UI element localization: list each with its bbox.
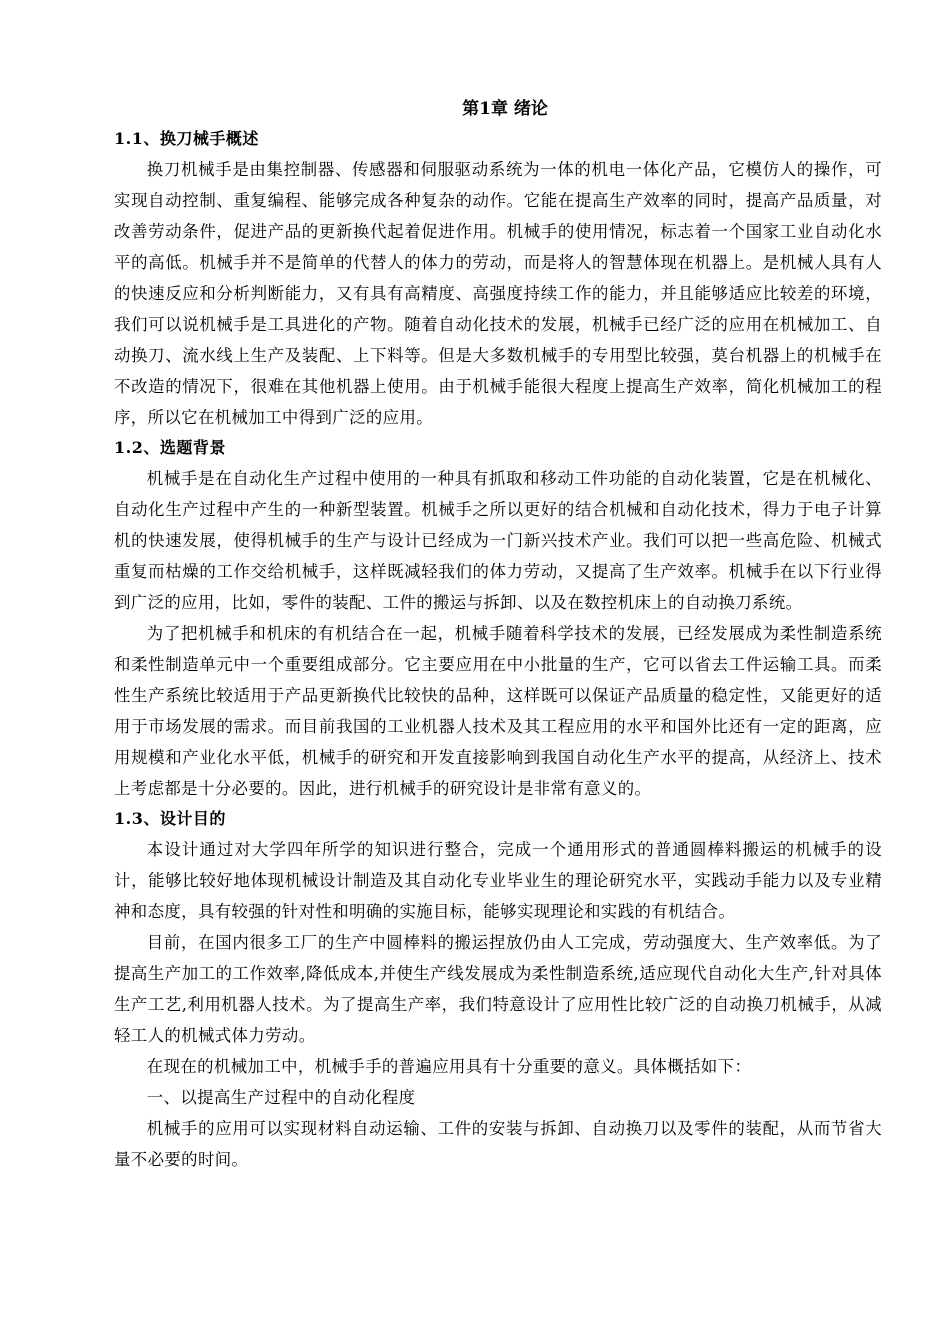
document-page [114, 94, 882, 1175]
paragraph: 目前，在国内很多工厂的生产中圆棒料的搬运捏放仍由人工完成，劳动强度大、生产效率低。为了提高生产加工的工作效率,降低成本,并使生产线发展成为柔性制造系统,适应现代自动化大生产,针对具体生产工艺,利用机器人技术。为了提高生产率，我们特意设计了应用性比较广泛的自动换刀机械手，从减轻工人的机械式体力劳动。 [114, 933, 882, 1045]
section-1-2 [114, 433, 882, 804]
list-item: 一、以提高生产过程中的自动化程度 [146, 1088, 416, 1107]
chapter-title: 第1章 绪论 [462, 99, 548, 119]
section-1-1 [114, 124, 882, 433]
paragraph: 为了把机械手和机床的有机结合在一起，机械手随着科学技术的发展，已经发展成为柔性制造系统和柔性制造单元中一个重要组成部分。它主要应用在中小批量的生产，它可以省去工件运输工具。而柔性生产系统比较适用于产品更新换代比较快的品种，这样既可以保证产品质量的稳定性，又能更好的适用于市场发展的需求。而目前我国的工业机器人技术及其工程应用的水平和国外比还有一定的距离，应用规模和产业化水平低，机械手的研究和开发直接影响到我国自动化生产水平的提高，从经济上、技术上考虑都是十分必要的。因此，进行机械手的研究设计是非常有意义的。 [114, 624, 882, 798]
section-heading: 1.2、选题背景 [114, 438, 226, 457]
section-heading: 1.1、换刀械手概述 [114, 129, 259, 148]
section-1-3 [114, 804, 882, 1175]
paragraph: 机械手的应用可以实现材料自动运输、工件的安装与拆卸、自动换刀以及零件的装配，从而节省大量不必要的时间。 [114, 1119, 882, 1169]
paragraph: 机械手是在自动化生产过程中使用的一种具有抓取和移动工件功能的自动化装置，它是在机械化、自动化生产过程中产生的一种新型装置。机械手之所以更好的结合机械和自动化技术，得力于电子计算机的快速发展，使得机械手的生产与设计已经成为一门新兴技术产业。我们可以把一些高危险、机械式重复而枯燥的工作交给机械手，这样既减轻我们的体力劳动，又提高了生产效率。机械手在以下行业得到广泛的应用，比如，零件的装配、工件的搬运与拆卸、以及在数控机床上的自动换刀系统。 [114, 469, 882, 612]
paragraph: 本设计通过对大学四年所学的知识进行整合，完成一个通用形式的普通圆棒料搬运的机械手的设计，能够比较好地体现机械设计制造及其自动化专业毕业生的理论研究水平，实践动手能力以及专业精神和态度，具有较强的针对性和明确的实施目标，能够实现理论和实践的有机结合。 [114, 840, 882, 921]
paragraph: 换刀机械手是由集控制器、传感器和伺服驱动系统为一体的机电一体化产品，它模仿人的操作，可实现自动控制、重复编程、能够完成各种复杂的动作。它能在提高生产效率的同时，提高产品质量，对改善劳动条件，促进产品的更新换代起着促进作用。机械手的使用情况，标志着一个国家工业自动化水平的高低。机械手并不是简单的代替人的体力的劳动，而是将人的智慧体现在机器上。是机械人具有人的快速反应和分析判断能力，又有具有高精度、高强度持续工作的能力，并且能够适应比较差的环境，我们可以说机械手是工具进化的产物。随着自动化技术的发展，机械手已经广泛的应用在机械加工、自动换刀、流水线上生产及装配、上下料等。但是大多数机械手的专用型比较强，莫台机器上的机械手在不改造的情况下，很难在其他机器上使用。由于机械手能很大程度上提高生产效率，简化机械加工的程序，所以它在机械加工中得到广泛的应用。 [114, 160, 882, 427]
section-heading: 1.3、设计目的 [114, 809, 226, 828]
paragraph: 在现在的机械加工中，机械手手的普遍应用具有十分重要的意义。具体概括如下： [146, 1057, 752, 1076]
